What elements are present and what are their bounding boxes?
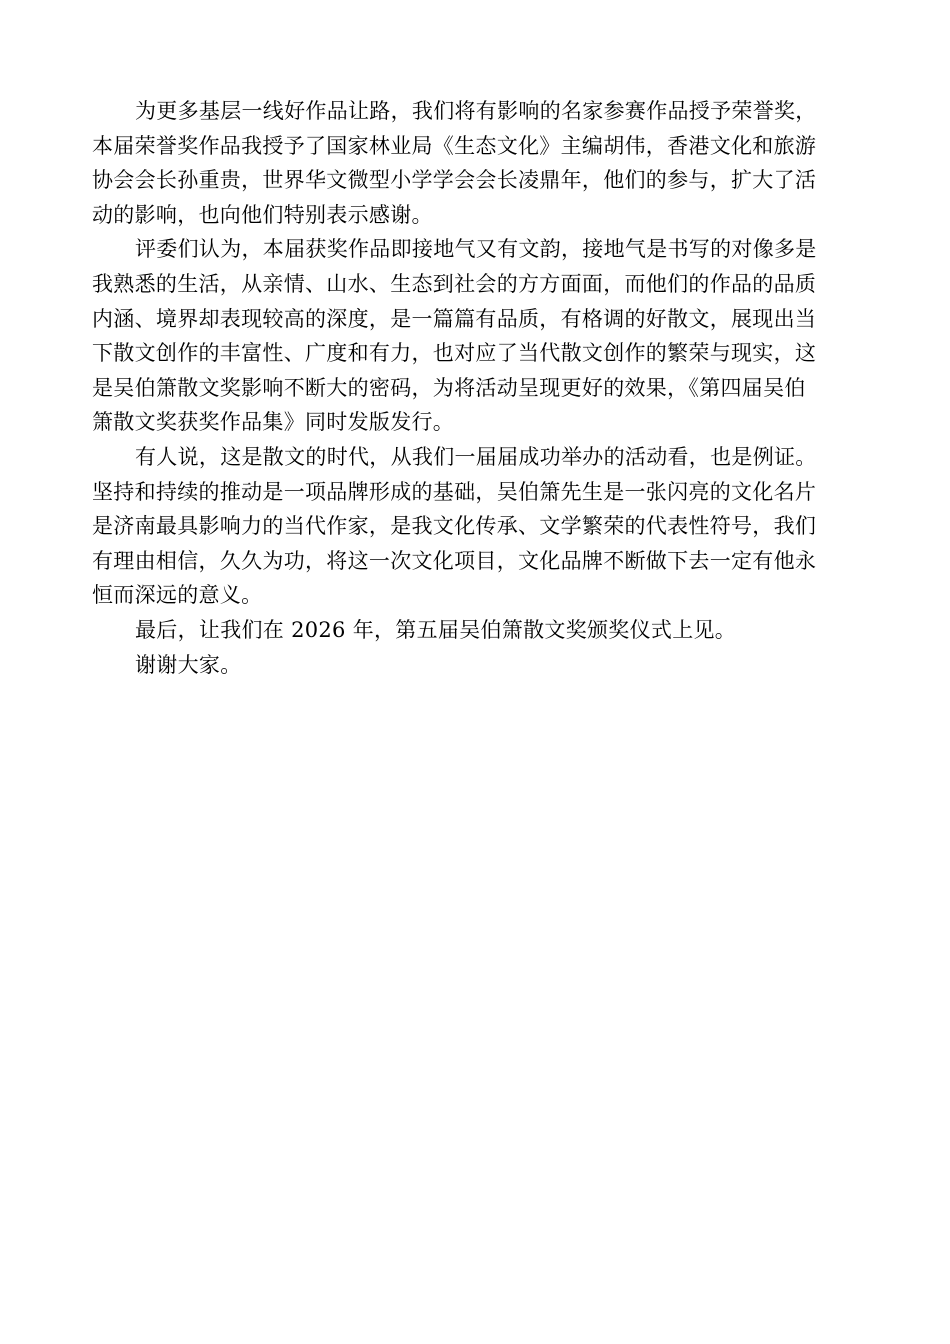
- text-line: 为更多基层一线好作品让路，我们将有影响的名家参赛作品授予荣誉奖，: [135, 99, 817, 123]
- text-line: 谢谢大家。: [135, 652, 242, 677]
- text-line: 我熟悉的生活，从亲情、山水、生态到社会的方方面面，而他们的作品的品质: [92, 271, 817, 296]
- text-line: 是济南最具影响力的当代作家，是我文化传承、文学繁荣的代表性符号，我们: [92, 514, 817, 539]
- paragraph-closing: [92, 613, 860, 648]
- text-line: 本届荣誉奖作品我授予了国家林业局《生态文化》主编胡伟，香港文化和旅游: [92, 133, 817, 158]
- text-line: 有人说，这是散文的时代，从我们一届届成功举办的活动看，也是例证。: [135, 444, 817, 469]
- text-line: 协会会长孙重贵，世界华文微型小学学会会长凌鼎年，他们的参与，扩大了活: [92, 168, 817, 193]
- text-line: 评委们认为，本届获奖作品即接地气又有文韵，接地气是书写的对像多是: [135, 237, 817, 262]
- text-line: 最后，让我们在 2026 年，第五届吴伯箫散文奖颁奖仪式上见。: [135, 617, 737, 642]
- paragraph-era-of-prose: [92, 440, 860, 613]
- document-body: [92, 94, 860, 682]
- text-line: 内涵、境界却表现较高的深度，是一篇篇有品质，有格调的好散文，展现出当: [92, 306, 817, 331]
- paragraph-thanks: [92, 648, 860, 683]
- text-line: 箫散文奖获奖作品集》同时发版发行。: [92, 410, 455, 435]
- text-line: 是吴伯箫散文奖影响不断大的密码，为将活动呈现更好的效果，《第四届吴伯: [92, 375, 806, 400]
- text-line: 有理由相信，久久为功，将这一次文化项目，文化品牌不断做下去一定有他永: [92, 548, 817, 573]
- text-line: 下散文创作的丰富性、广度和有力，也对应了当代散文创作的繁荣与现实，这: [92, 341, 817, 366]
- text-line: 动的影响，也向他们特别表示感谢。: [92, 202, 433, 227]
- text-line: 恒而深远的意义。: [92, 583, 263, 608]
- text-line: 坚持和持续的推动是一项品牌形成的基础，吴伯箫先生是一张闪亮的文化名片: [92, 479, 817, 504]
- paragraph-honorary-awards: [92, 94, 860, 232]
- paragraph-judges-opinion: [92, 232, 860, 440]
